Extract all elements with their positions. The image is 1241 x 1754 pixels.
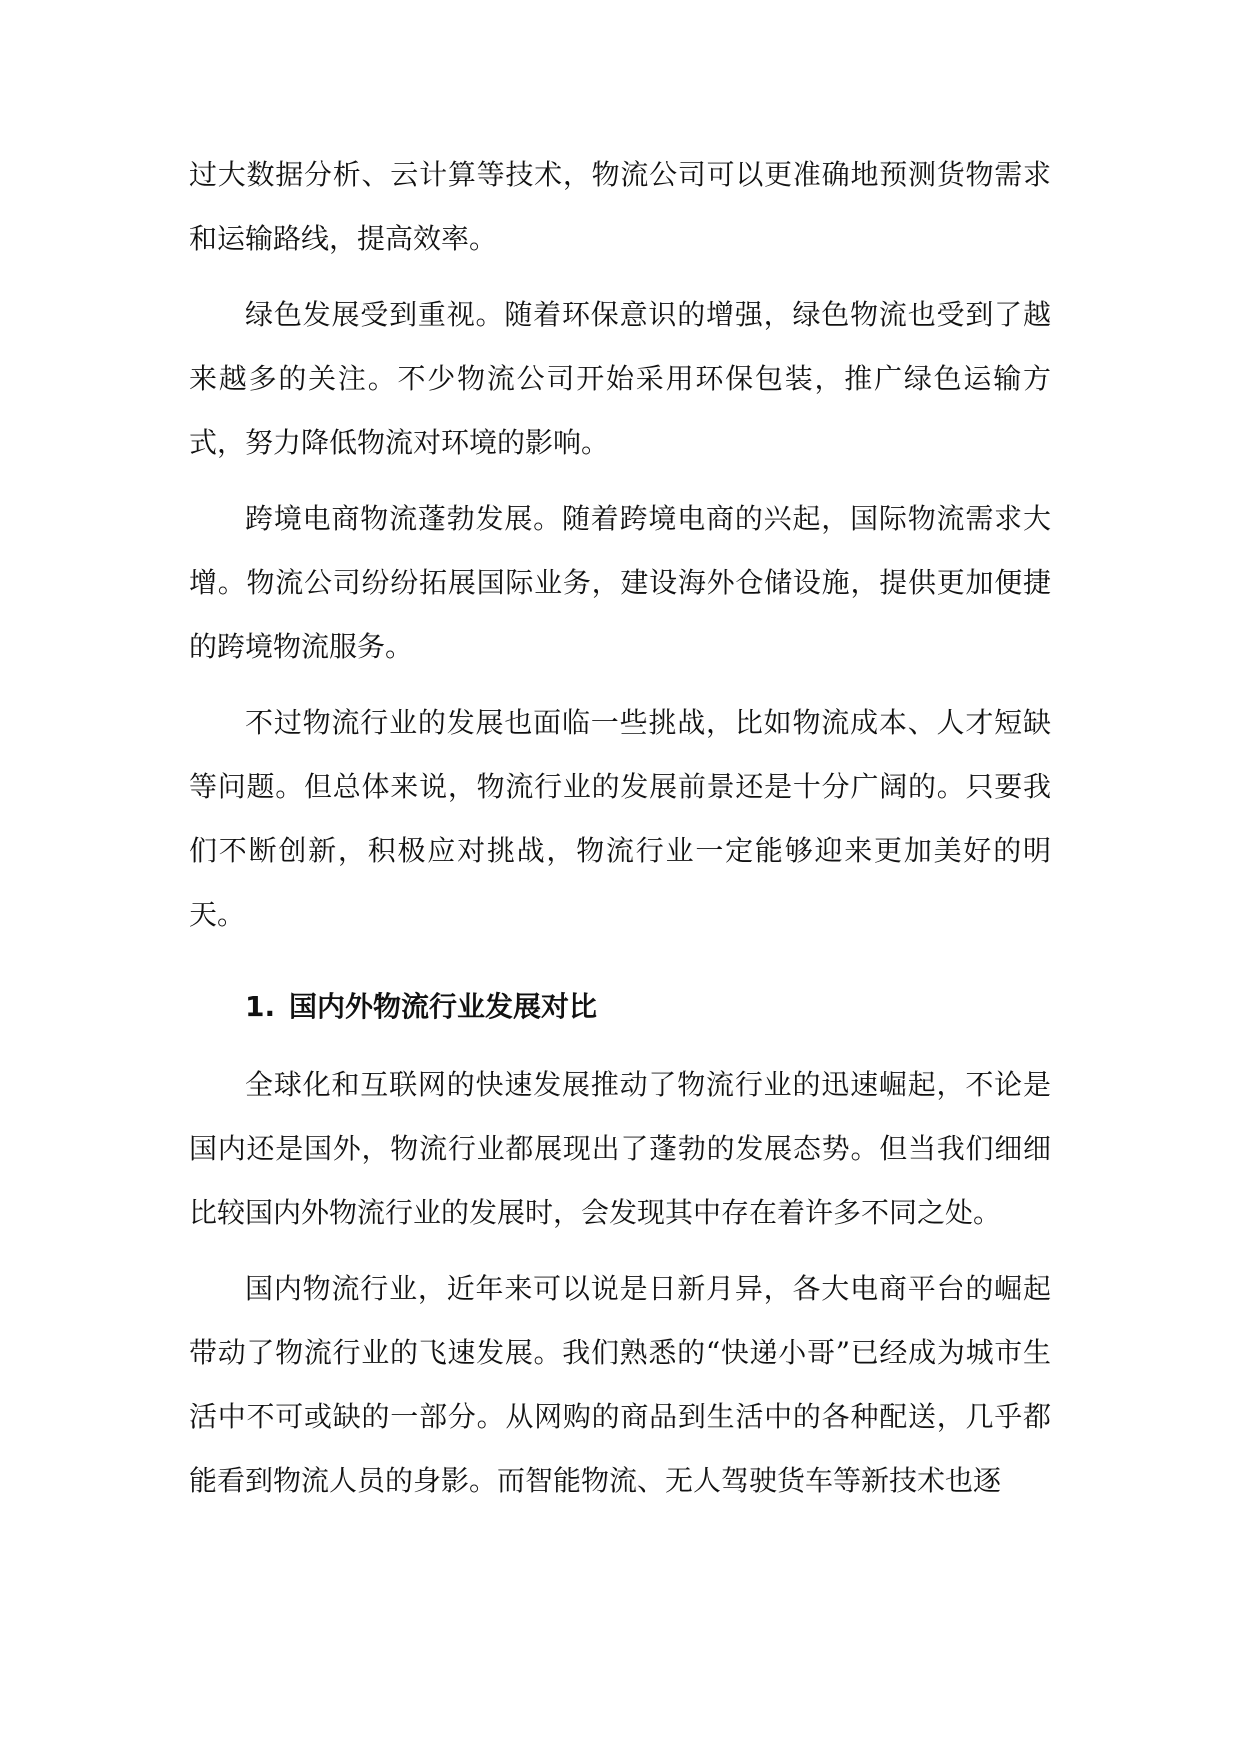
paragraph-continuation: 过大数据分析、云计算等技术，物流公司可以更准确地预测货物需求和运输路线，提高效率。 [189, 158, 1051, 255]
paragraph-domestic-logistics: 国内物流行业，近年来可以说是日新月异，各大电商平台的崛起带动了物流行业的飞速发展。我们熟悉的“快递小哥”已经成为城市生活中不可或缺的一部分。从网购的商品到生活中的各种配送，几乎都能看到物流人员的身影。而智能物流、无人驾驶货车等新技术也逐 [189, 1272, 1051, 1497]
section-heading [189, 975, 1051, 1039]
section-title: 国内外物流行业发展对比 [289, 990, 598, 1023]
section-number: 1. [245, 990, 276, 1023]
document-body [189, 143, 1051, 1525]
paragraph-green-logistics: 绿色发展受到重视。随着环保意识的增强，绿色物流也受到了越来越多的关注。不少物流公司开始采用环保包装，推广绿色运输方式，努力降低物流对环境的影响。 [189, 298, 1051, 459]
paragraph-globalization: 全球化和互联网的快速发展推动了物流行业的迅速崛起，不论是国内还是国外，物流行业都展现出了蓬勃的发展态势。但当我们细细比较国内外物流行业的发展时，会发现其中存在着许多不同之处。 [189, 1068, 1051, 1229]
paragraph-cross-border: 跨境电商物流蓬勃发展。随着跨境电商的兴起，国际物流需求大增。物流公司纷纷拓展国际业务，建设海外仓储设施，提供更加便捷的跨境物流服务。 [189, 502, 1051, 663]
paragraph-challenges: 不过物流行业的发展也面临一些挑战，比如物流成本、人才短缺等问题。但总体来说，物流行业的发展前景还是十分广阔的。只要我们不断创新，积极应对挑战，物流行业一定能够迎来更加美好的明天。 [189, 706, 1051, 931]
